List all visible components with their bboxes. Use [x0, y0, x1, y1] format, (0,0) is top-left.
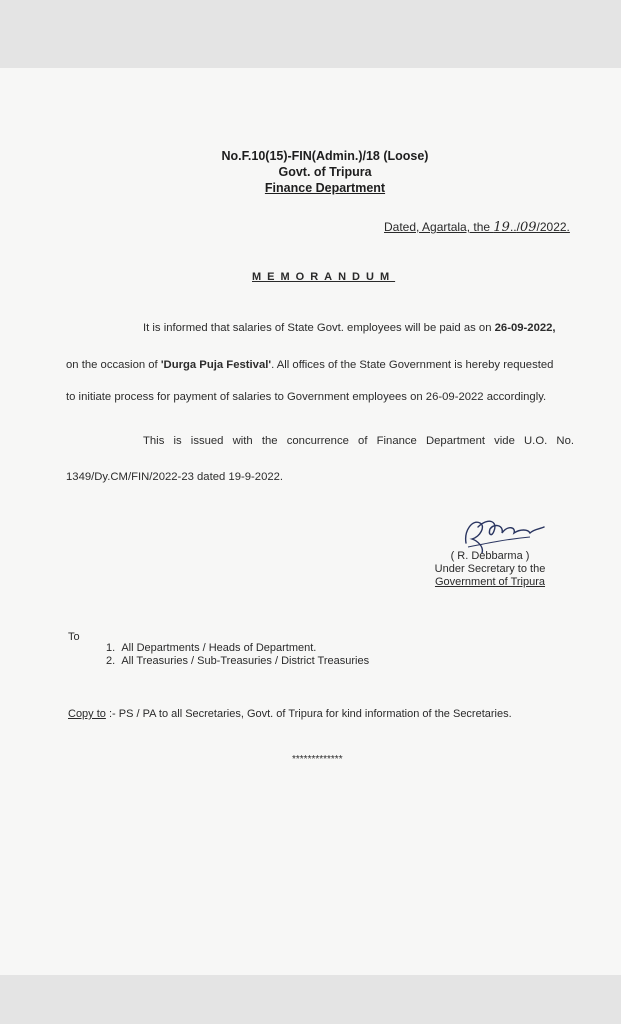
department-name: Finance Department	[264, 181, 386, 195]
date-day: 19	[493, 220, 510, 235]
body-line-5: 1349/Dy.CM/FIN/2022-23 dated 19-9-2022.	[66, 471, 284, 483]
to-label: To	[68, 631, 80, 643]
copy-to-label: Copy to	[68, 708, 106, 720]
copy-to-line: Copy to :- PS / PA to all Secretaries, Govt. of Tripura for kind information of the Secretaries.	[68, 708, 512, 720]
signature-block	[420, 550, 560, 589]
document-header	[160, 148, 490, 196]
file-number: No.F.10(15)-FIN(Admin.)/18 (Loose)	[221, 149, 429, 163]
document-page	[0, 68, 621, 975]
date-year: /2022.	[536, 220, 570, 234]
top-background	[0, 0, 621, 68]
end-marker: *************	[292, 754, 343, 765]
body-line-4: This is issued with the concurrence of Finance Department vide U.O. No.	[143, 435, 574, 447]
signatory-office: Government of Tripura	[434, 576, 546, 588]
date-month: 09	[519, 220, 537, 235]
festival-name: 'Durga Puja Festival'	[160, 359, 272, 371]
signatory-name: ( R. Debbarma )	[450, 550, 530, 562]
body-line-1: It is informed that salaries of State Govt. employees will be paid as on 26-09-2022,	[143, 322, 556, 334]
bottom-background	[0, 975, 621, 1024]
payment-date: 26-09-2022,	[494, 322, 556, 334]
recipient-2: 2. All Treasuries / Sub-Treasuries / District Treasuries	[106, 655, 370, 667]
body-line-2: on the occasion of 'Durga Puja Festival'. All offices of the State Government is hereby requested	[66, 359, 554, 371]
government-name: Govt. of Tripura	[278, 165, 372, 179]
body-line-3: to initiate process for payment of salaries to Government employees on 26-09-2022 accordingly.	[66, 391, 547, 403]
memorandum-title: MEMORANDUM	[252, 271, 396, 283]
date-line: Dated, Agartala, the 19../09/2022.	[384, 220, 570, 235]
recipient-1: 1. All Departments / Heads of Department.	[106, 642, 317, 654]
signatory-designation: Under Secretary to the	[434, 563, 546, 575]
